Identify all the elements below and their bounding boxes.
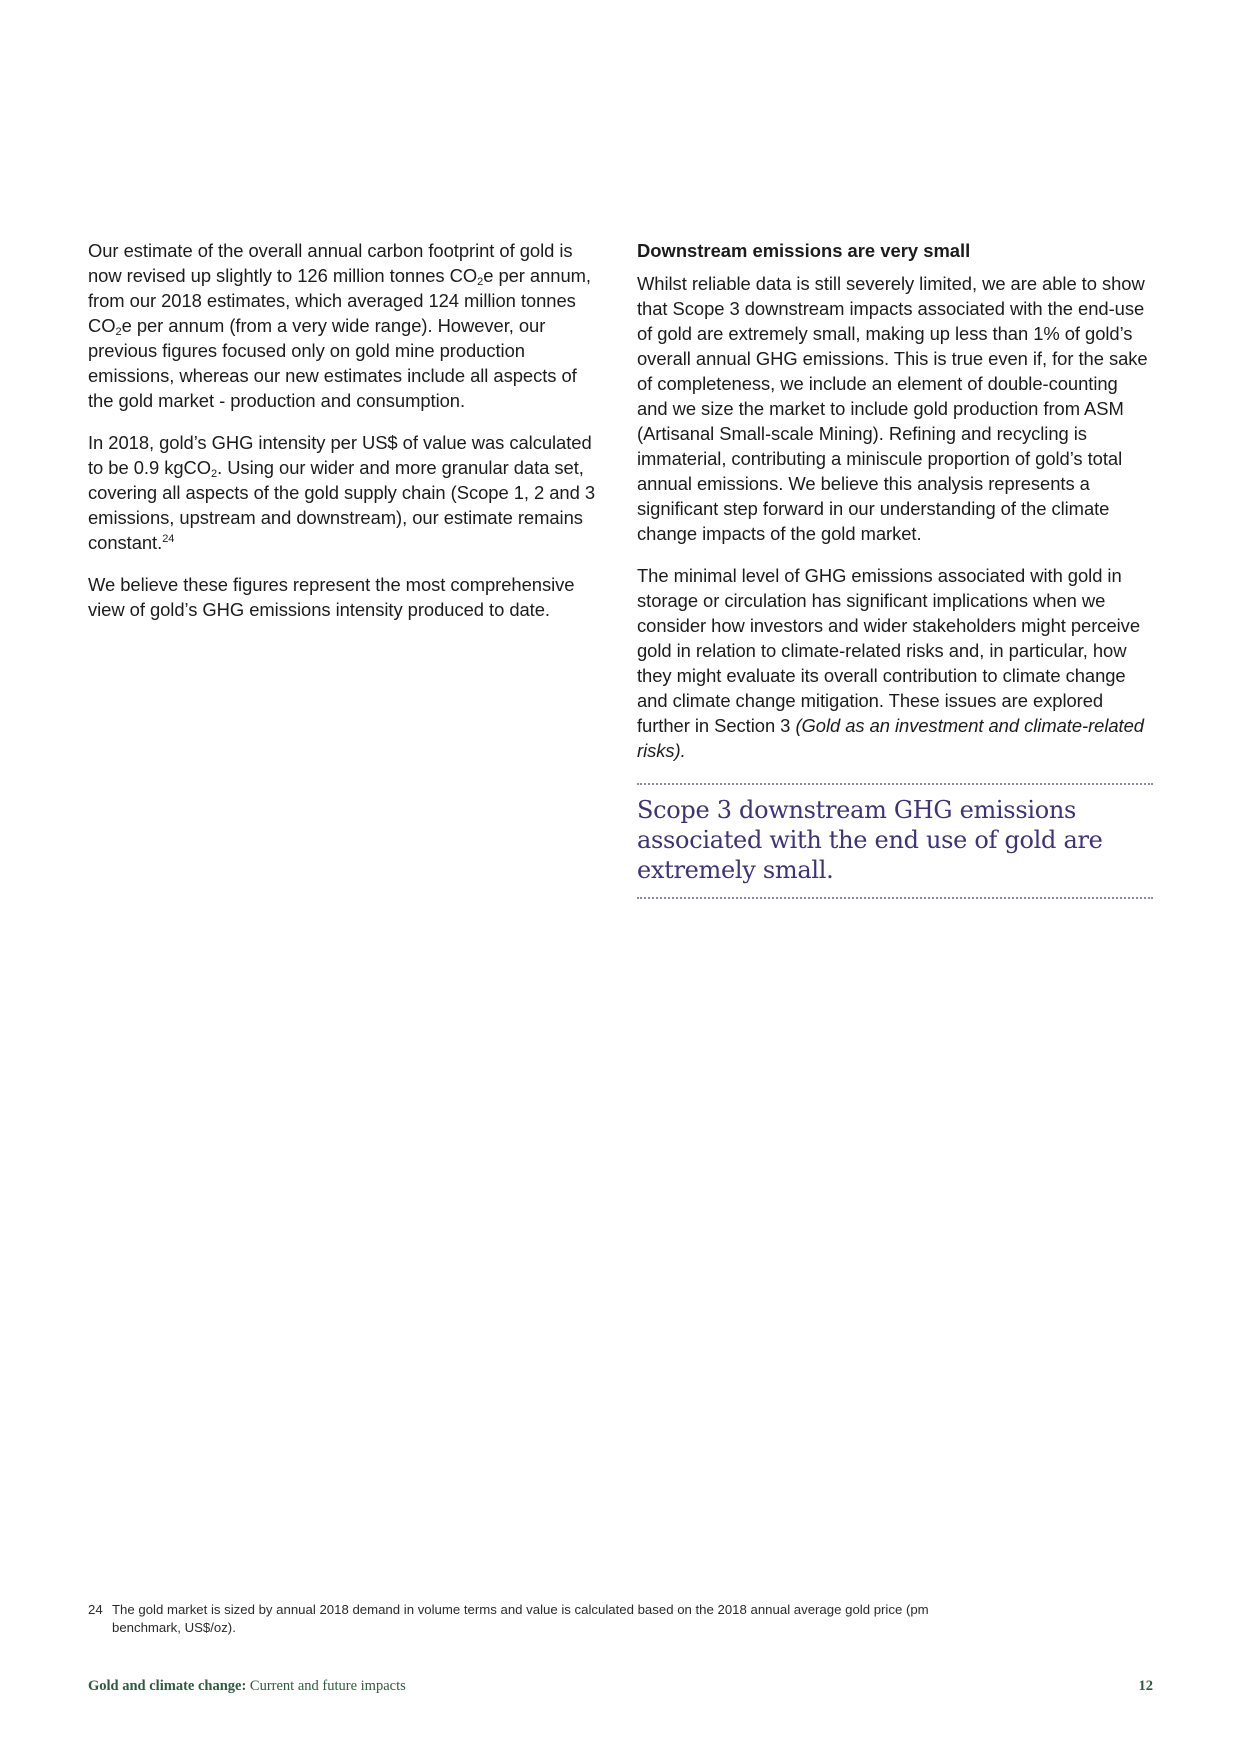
left-column xyxy=(88,238,598,639)
paragraph-carbon-footprint: Our estimate of the overall annual carbon footprint of gold is now revised up slightly to 126 million tonnes $CO_2e$ per annum, from our 2018 estimates, which averaged 124 million tonnes $CO_2e$ per annum (from a very wide range). However, our previous figures focused only on gold mine production emissions, whereas our new estimates include all aspects of the gold market - production and consumption. xyxy=(88,240,591,411)
footer-report-title: Gold and climate change: xyxy=(88,1678,247,1694)
paragraph-downstream: Whilst reliable data is still severely limited, we are able to show that Scope 3 downstream impacts associated with the end-use of gold are extremely small, making up less than 1% of gold’s overall annual GHG emissions. This is true even if, for the sake of completeness, we include an element of double-counting and we size the market to include gold production from ASM (Artisanal Small-scale Mining). Refining and recycling is immaterial, contributing a miniscule proportion of gold’s total annual emissions. We believe this analysis represents a significant step forward in our understanding of the climate change impacts of the gold market. xyxy=(637,273,1148,544)
paragraph-comprehensive-view: We believe these figures represent the most comprehensive view of gold’s GHG emissions intensity produced to date. xyxy=(88,574,575,620)
footnote xyxy=(88,1601,948,1637)
footnote-text: The gold market is sized by annual 2018 demand in volume terms and value is calculated based on the 2018 annual average gold price (pm benchmark, US$/oz). xyxy=(112,1602,929,1635)
paragraph-ghg-intensity: In 2018, gold’s GHG intensity per US$ of value was calculated to be 0.9 kgCO$_2$. Using our wider and more granular data set, covering all aspects of the gold supply chain (Scope 1, 2 and 3 emissions, upstream and downstream), our estimate remains constant.$^{24}$ xyxy=(88,432,596,553)
page-footer xyxy=(88,1678,1153,1695)
pull-quote-text: Scope 3 downstream GHG emissions associated with the end use of gold are extremely small. xyxy=(637,796,1103,884)
footer-report-subtitle: Current and future impacts xyxy=(246,1678,406,1694)
right-column xyxy=(637,238,1153,899)
paragraph-storage-circulation: The minimal level of GHG emissions associated with gold in storage or circulation has significant implications when we consider how investors and wider stakeholders might perceive gold in relation to climate-related risks and, in particular, how they might evaluate its overall contribution to climate change and climate change mitigation. These issues are explored further in Section 3 (Gold as an investment and climate-related risks). xyxy=(637,565,1144,761)
footnote-number: 24 xyxy=(88,1602,103,1617)
pull-quote xyxy=(637,783,1153,899)
page-number: 12 xyxy=(1138,1678,1153,1694)
footnote-ref[interactable]: 24 xyxy=(162,533,175,545)
section-heading: Downstream emissions are very small xyxy=(637,240,971,261)
